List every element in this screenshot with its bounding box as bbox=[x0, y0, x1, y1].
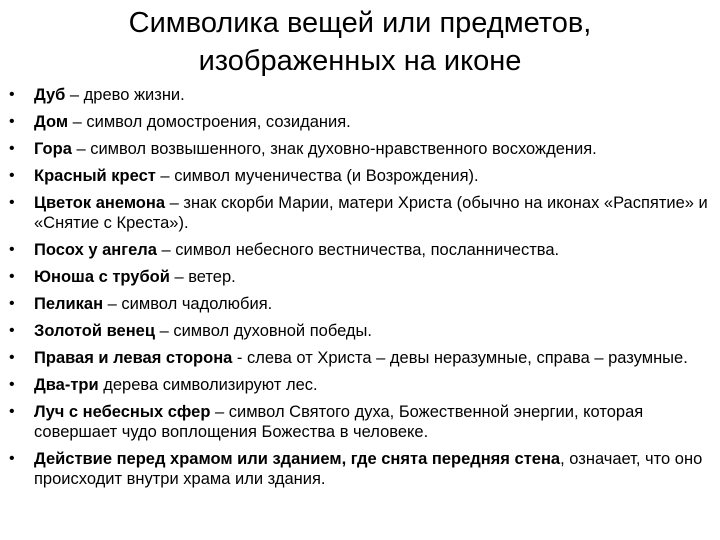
item-text: – символ домостроения, созидания. bbox=[68, 113, 351, 131]
item-term: Посох у ангела bbox=[34, 241, 157, 259]
item-term: Гора bbox=[34, 140, 72, 158]
item-text: дерева символизируют лес. bbox=[98, 376, 318, 394]
list-item bbox=[0, 85, 720, 105]
list-item bbox=[0, 402, 720, 442]
bullet-icon: • bbox=[9, 194, 15, 211]
item-text: – ветер. bbox=[169, 268, 236, 286]
item-text: – символ духовной победы. bbox=[155, 322, 372, 340]
item-text: – символ чадолюбия. bbox=[103, 295, 273, 313]
bullet-icon: • bbox=[9, 86, 15, 103]
item-text: – символ мученичества (и Возрождения). bbox=[155, 167, 479, 185]
item-term: Правая и левая сторона bbox=[34, 349, 233, 367]
list-item bbox=[0, 193, 720, 233]
bullet-icon: • bbox=[9, 241, 15, 258]
bullet-icon: • bbox=[9, 295, 15, 312]
item-term: Два-три bbox=[34, 376, 99, 394]
list-item bbox=[0, 321, 720, 341]
item-text: - слева от Христа – девы неразумные, справа – разумные. bbox=[232, 349, 688, 367]
title-line-2: изображенных на иконе bbox=[198, 45, 522, 77]
item-text: – символ небесного вестничества, посланничества. bbox=[156, 241, 560, 259]
item-term: Юноша с трубой bbox=[34, 268, 170, 286]
bullet-icon: • bbox=[9, 113, 15, 130]
bullet-icon: • bbox=[9, 376, 15, 393]
title-line-1: Символика вещей или предметов, bbox=[128, 7, 592, 39]
list-item bbox=[0, 449, 720, 489]
list-item bbox=[0, 240, 720, 260]
list-item bbox=[0, 112, 720, 132]
list-item bbox=[0, 348, 720, 368]
bullet-icon: • bbox=[9, 268, 15, 285]
list-item bbox=[0, 139, 720, 159]
slide-title bbox=[40, 4, 680, 80]
item-term: Луч с небесных сфер bbox=[34, 403, 211, 421]
bullet-icon: • bbox=[9, 140, 15, 157]
item-text: , означает, что оно происходит внутри храма или здания. bbox=[34, 450, 703, 488]
bullet-icon: • bbox=[9, 322, 15, 339]
list-item bbox=[0, 375, 720, 395]
bullet-icon: • bbox=[9, 450, 15, 467]
item-term: Дуб bbox=[34, 86, 66, 104]
list-item bbox=[0, 294, 720, 314]
item-text: – символ Святого духа, Божественной энергии, которая совершает чудо воплощения Божества в человеке. bbox=[34, 403, 644, 441]
item-term: Цветок анемона bbox=[34, 194, 166, 212]
item-term: Золотой венец bbox=[34, 322, 155, 340]
list-item bbox=[0, 267, 720, 287]
item-term: Дом bbox=[34, 113, 69, 131]
list-item bbox=[0, 166, 720, 186]
item-term: Действие перед храмом или зданием, где снята передняя стена bbox=[34, 450, 561, 468]
bullet-icon: • bbox=[9, 403, 15, 420]
bullet-icon: • bbox=[9, 349, 15, 366]
item-term: Пеликан bbox=[34, 295, 104, 313]
item-text: – древо жизни. bbox=[65, 86, 185, 104]
item-text: – знак скорби Марии, матери Христа (обычно на иконах «Распятие» и «Снятие с Креста»). bbox=[34, 194, 708, 232]
item-text: – символ возвышенного, знак духовно-нравственного восхождения. bbox=[71, 140, 597, 158]
item-term: Красный крест bbox=[34, 167, 156, 185]
bullet-icon: • bbox=[9, 167, 15, 184]
bullet-list bbox=[0, 85, 720, 496]
